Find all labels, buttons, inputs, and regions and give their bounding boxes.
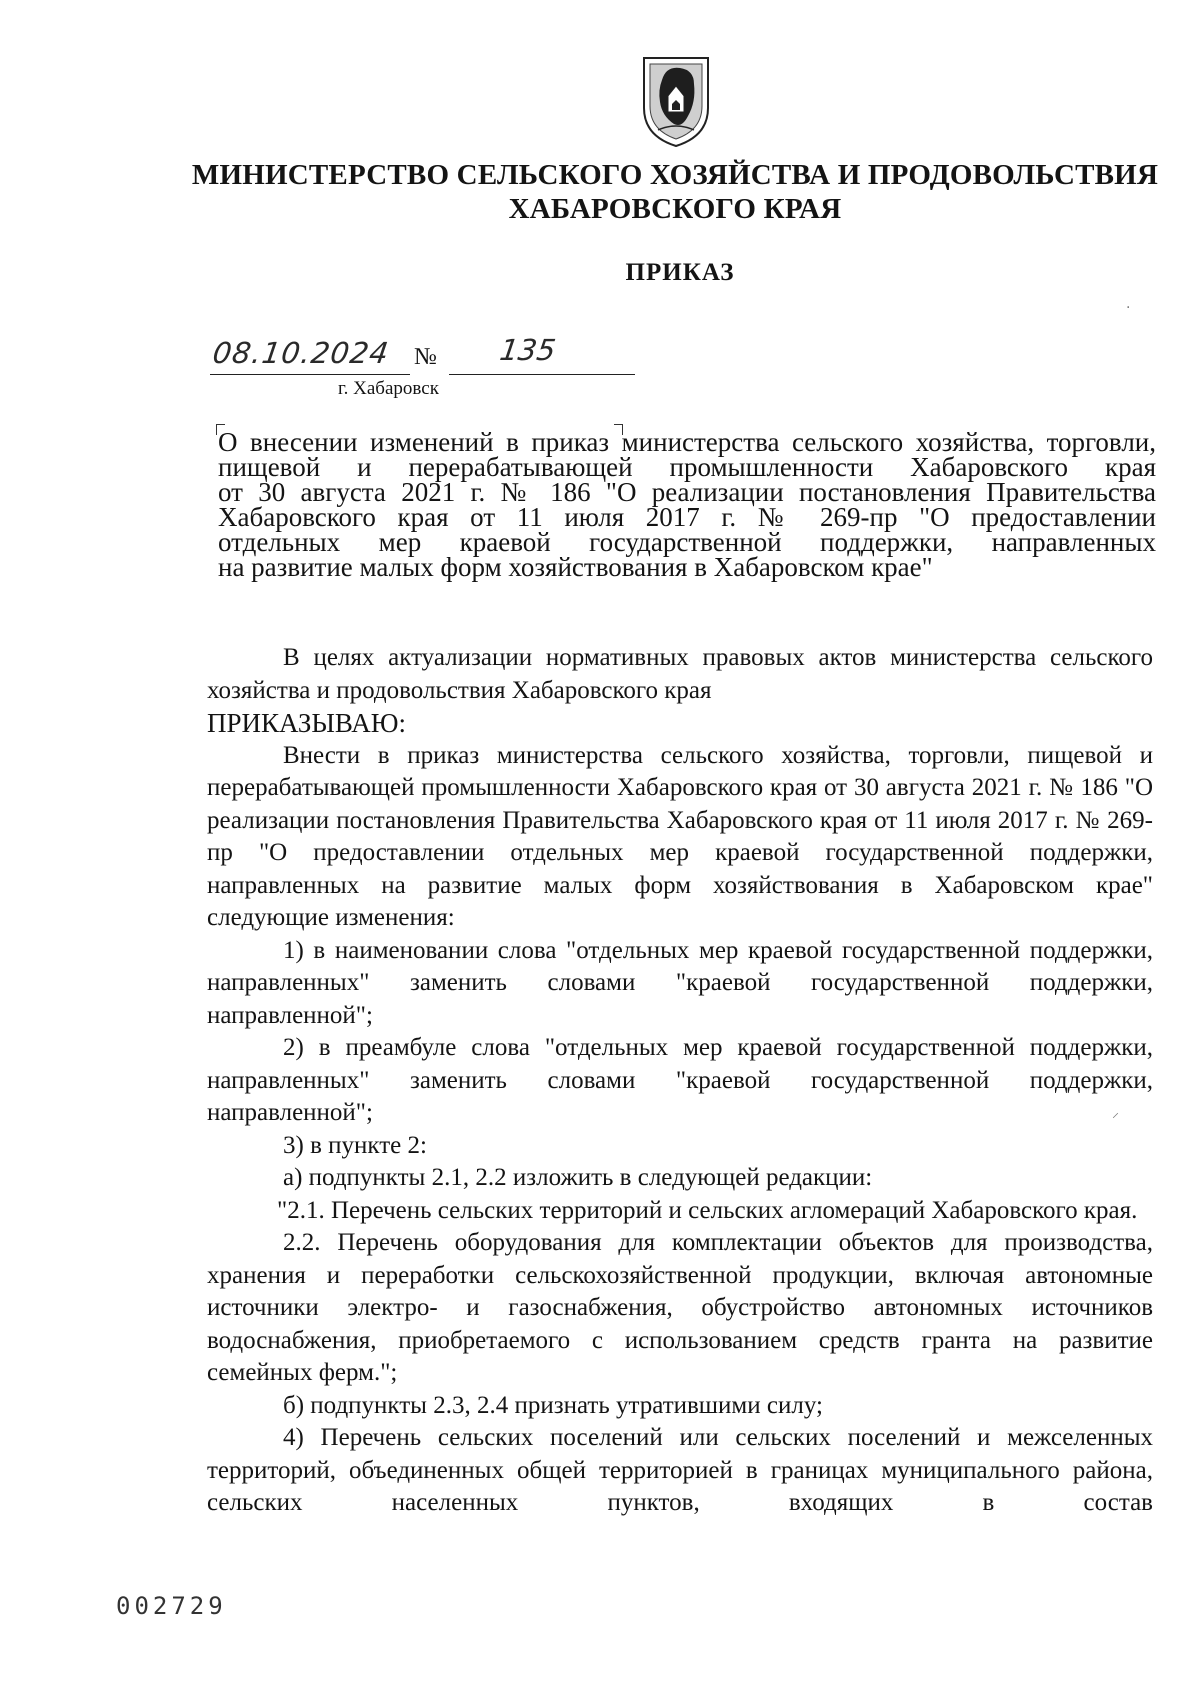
handwritten-order-number: 135 xyxy=(497,333,558,367)
subject-line: от 30 августа 2021 г. № 186 "О реализации постановления Правительства xyxy=(218,477,1156,507)
subject-line: пищевой и перерабатывающей промышленности Хабаровского края xyxy=(218,452,1156,482)
item-1: 1) в наименовании слова "отдельных мер краевой государственной поддержки, направленных" заменить словами "краевой государственной поддержки, направленной"; xyxy=(207,936,1153,1029)
document-serial-number: 002729 xyxy=(116,1592,227,1620)
order-word: ПРИКАЗЫВАЮ: xyxy=(207,708,406,738)
item-4: 4) Перечень сельских поселений или сельских поселений и межселенных территорий, объединенных общей территорией в границах муниципального района, сельских населенных пунктов, входящих в состав xyxy=(207,1424,1153,1516)
subject-line: О внесении изменений в приказ министерства сельского хозяйства, торговли, xyxy=(218,427,1156,457)
subject-line: Хабаровского края от 11 июля 2017 г. № 269-пр "О предоставлении xyxy=(218,502,1156,532)
handwritten-date: 08.10.2024 xyxy=(210,336,392,370)
order-subject xyxy=(218,427,1156,582)
ministry-name-line-2: ХАБАРОВСКОГО КРАЯ xyxy=(508,193,842,225)
order-body xyxy=(207,642,1153,1520)
intro-paragraph: Внести в приказ министерства сельского хозяйства, торговли, пищевой и перерабатывающей промышленности Хабаровского края от 30 августа 2021 г. № 186 "О реализации постановления Правительства Хабаровского края от 11 июля 2017 г. № 269-пр "О предоставлении отдельных мер краевой государственной поддержки, направленных на развитие малых форм хозяйствования в Хабаровском крае" следующие изменения: xyxy=(207,741,1153,931)
subject-line: отдельных мер краевой государственной поддержки, направленных xyxy=(218,527,1156,557)
issue-city: г. Хабаровск xyxy=(338,378,439,399)
coat-of-arms-emblem xyxy=(636,50,716,150)
item-3a-subpoint-2-2: 2.2. Перечень оборудования для комплектации объектов для производства, хранения и переработки сельскохозяйственной продукции, включая автономные источники электро- и газоснабжения, обустройство автономных источников водоснабжения, приобретаемого с использованием средств гранта на развитие семейных ферм."; xyxy=(207,1229,1153,1386)
item-3a: а) подпункты 2.1, 2.2 изложить в следующей редакции: xyxy=(283,1164,873,1191)
item-2: 2) в преамбуле слова "отдельных мер краевой государственной поддержки, направленных" заменить словами "краевой государственной поддержки, направленной"; xyxy=(207,1034,1153,1126)
number-sign: № xyxy=(414,344,437,370)
ministry-name-line-1: МИНИСТЕРСТВО СЕЛЬСКОГО ХОЗЯЙСТВА И ПРОДОВОЛЬСТВИЯ xyxy=(191,159,1159,191)
subject-line: на развитие малых форм хозяйствования в Хабаровском крае" xyxy=(218,552,933,582)
document-type-title: ПРИКАЗ xyxy=(625,259,735,286)
preamble-paragraph: В целях актуализации нормативных правовых актов министерства сельского хозяйства и продовольствия Хабаровского края xyxy=(207,644,1153,704)
scan-speck: ⸝ xyxy=(1112,1105,1119,1121)
item-3a-subpoint-2-1: "2.1. Перечень сельских территорий и сельских агломераций Хабаровского края. xyxy=(277,1196,1138,1224)
item-3: 3) в пункте 2: xyxy=(283,1131,427,1159)
item-3b: б) подпункты 2.3, 2.4 признать утратившими силу; xyxy=(283,1391,823,1419)
scan-speck: · xyxy=(1126,300,1131,316)
date-underline xyxy=(210,374,410,375)
ministry-name xyxy=(180,158,1170,226)
number-underline xyxy=(449,374,635,375)
